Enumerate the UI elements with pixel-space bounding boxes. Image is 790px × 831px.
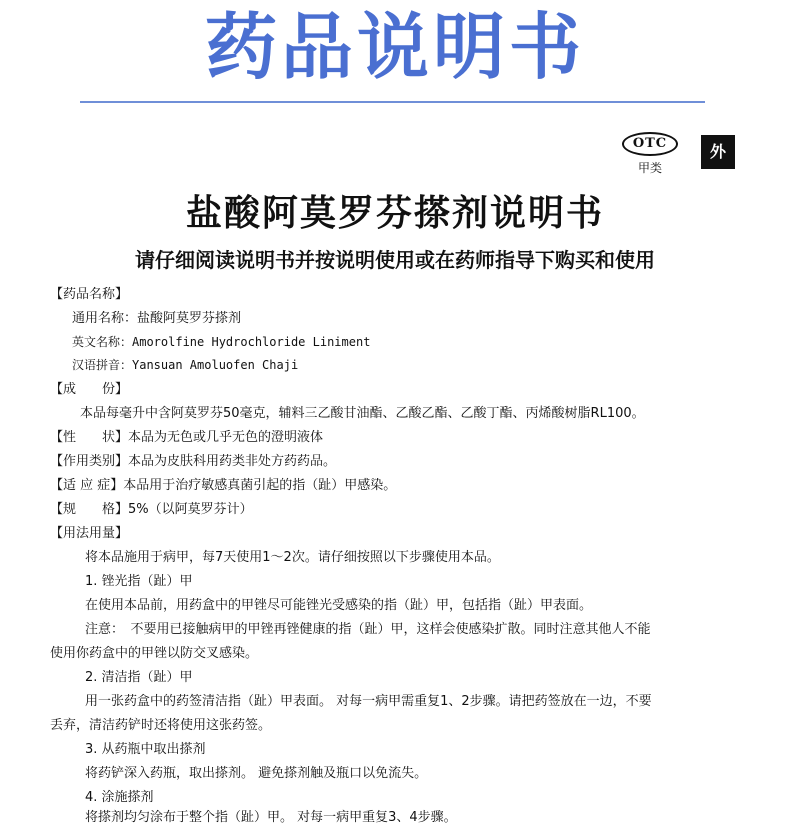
category-row (50, 452, 336, 472)
banner (0, 0, 790, 110)
usage-intro: 将本品施用于病甲，每7天使用1～2次。请仔细按照以下步骤使用本品。 (85, 550, 500, 565)
otc-oval-icon: OTC (622, 132, 678, 156)
section-header-category: 【作用类别】 (50, 454, 129, 469)
properties-text: 本品为无色或几乎无色的澄明液体 (128, 430, 324, 445)
step1-title: 1. 锉光指（趾）甲 (85, 574, 193, 589)
indications-text: 本品用于治疗敏感真菌引起的指（趾）甲感染。 (123, 478, 397, 493)
step3-text: 将药铲深入药瓶，取出搽剂。 避免搽剂触及瓶口以免流失。 (85, 766, 428, 781)
external-use-badge: 外 (701, 135, 735, 169)
note-line-2: 使用你药盒中的甲锉以防交叉感染。 (50, 646, 259, 661)
step2-line-1: 用一张药盒中的药签清洁指（趾）甲表面。 对每一病甲需重复1、2步骤。请把药签放在一边，不要 (85, 694, 652, 709)
otc-mark (622, 132, 678, 176)
step1-text: 在使用本品前，用药盒中的甲锉尽可能锉光受感染的指（趾）甲，包括指（趾）甲表面。 (85, 598, 593, 613)
category-text: 本品为皮肤科用药类非处方药药品。 (128, 454, 337, 469)
section-header-usage: 【用法用量】 (50, 526, 129, 541)
section-header-properties: 【性 状】 (50, 430, 129, 445)
specification-row (50, 500, 253, 520)
step2-line-2: 丢弃，清洁药铲时还将使用这张药签。 (50, 718, 272, 733)
section-header-ingredients: 【成 份】 (50, 382, 129, 397)
step4-text: 将搽剂均匀涂布于整个指（趾）甲。 对每一病甲重复3、4步骤。 (85, 810, 457, 825)
english-name: 英文名称：Amorolfine Hydrochloride Liniment (72, 335, 371, 349)
section-header-indications: 【适 应 症】 (50, 478, 124, 493)
step4-title: 4. 涂施搽剂 (85, 790, 154, 805)
section-header-drug-name: 【药品名称】 (50, 287, 129, 302)
document-title: 盐酸阿莫罗芬搽剂说明书 (185, 193, 604, 234)
pinyin-name: 汉语拼音：Yansuan Amoluofen Chaji (72, 358, 299, 372)
indications-row (50, 476, 396, 496)
generic-name: 通用名称：盐酸阿莫罗芬搽剂 (72, 311, 242, 326)
ingredients-text: 本品每毫升中含阿莫罗芬50毫克，辅料三乙酸甘油酯、乙酸乙酯、乙酸丁酯、丙烯酸树脂RL100。 (80, 406, 645, 421)
step3-title: 3. 从药瓶中取出搽剂 (85, 742, 206, 757)
banner-divider (80, 101, 705, 103)
properties-row (50, 428, 323, 448)
document-subtitle: 请仔细阅读说明书并按说明使用或在药师指导下购买和使用 (135, 248, 655, 272)
step2-title: 2. 清洁指（趾）甲 (85, 670, 193, 685)
otc-category: 甲类 (637, 161, 662, 175)
specification-text: 5%（以阿莫罗芬计） (128, 502, 253, 517)
section-header-specification: 【规 格】 (50, 502, 129, 517)
note-line-1: 注意： 不要用已接触病甲的甲锉再锉健康的指（趾）甲，这样会使感染扩散。同时注意其他人不能 (85, 622, 651, 637)
banner-title: 药品说明书 (204, 5, 585, 89)
